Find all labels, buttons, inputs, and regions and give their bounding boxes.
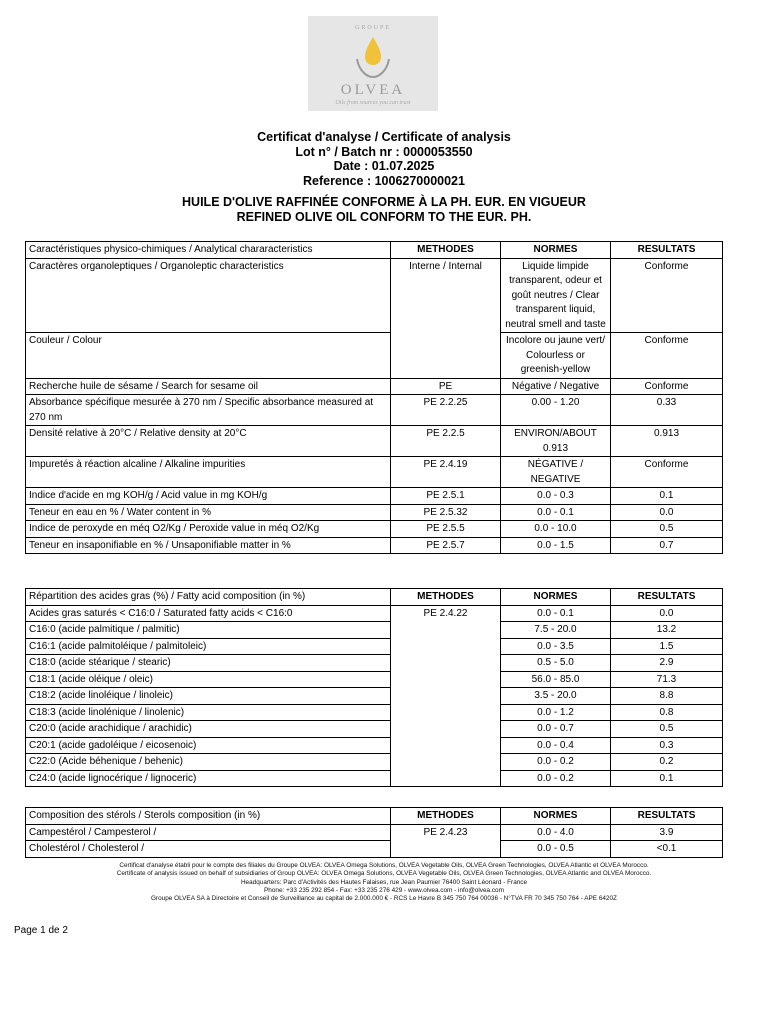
reference-number: Reference : 1006270000021 xyxy=(303,173,465,188)
characteristic-cell: Densité relative à 20°C / Relative density at 20°C xyxy=(26,426,391,457)
method-cell: PE 2.5.32 xyxy=(391,504,501,521)
result-cell: 0.8 xyxy=(611,704,723,721)
table-row xyxy=(26,704,723,721)
characteristic-cell: Caractères organoleptiques / Organoleptic characteristics xyxy=(26,258,391,333)
column-header: NORMES xyxy=(501,242,611,259)
norm-cell: Négative / Negative xyxy=(501,378,611,395)
logo-group-label: GROUPE xyxy=(354,25,391,31)
result-cell: 0.5 xyxy=(611,721,723,738)
result-cell: 0.3 xyxy=(611,737,723,754)
characteristic-cell: Impuretés à réaction alcaline / Alkaline impurities xyxy=(26,457,391,488)
column-header: RESULTATS xyxy=(611,242,723,259)
acid-name-cell: C20:0 (acide arachidique / arachidic) xyxy=(26,721,391,738)
norm-cell: Liquide limpide transparent, odeur et goût neutres / Clear transparent liquid, neutral smell and taste xyxy=(501,258,611,333)
table-row xyxy=(26,488,723,505)
result-cell: Conforme xyxy=(611,378,723,395)
table-row xyxy=(26,378,723,395)
characteristic-cell: Indice de peroxyde en méq O2/Kg / Peroxide value in méq O2/Kg xyxy=(26,521,391,538)
table-row xyxy=(26,770,723,787)
characteristic-cell: Indice d'acide en mg KOH/g / Acid value in mg KOH/g xyxy=(26,488,391,505)
table-row xyxy=(26,841,723,858)
norm-cell: 0.00 - 1.20 xyxy=(501,395,611,426)
method-cell: PE 2.5.5 xyxy=(391,521,501,538)
olvea-logo xyxy=(308,16,438,111)
product-name-en: REFINED OLIVE OIL CONFORM TO THE EUR. PH. xyxy=(236,209,532,224)
table-row xyxy=(26,395,723,426)
result-cell: 0.0 xyxy=(611,504,723,521)
footer-line: Certificate of analysis issued on behalf of subsidiaries of Group OLVEA: OLVEA Omega Solutions, OLVEA Vegetable Oils, OLVEA Green Technologies, OLVEA Atlantic and OLVEA Morocco. xyxy=(116,870,652,878)
result-cell: Conforme xyxy=(611,457,723,488)
result-cell: 0.1 xyxy=(611,488,723,505)
norm-cell: 56.0 - 85.0 xyxy=(501,671,611,688)
acid-name-cell: C18:3 (acide linolénique / linolenic) xyxy=(26,704,391,721)
batch-number: Lot n° / Batch nr : 0000053550 xyxy=(295,144,473,159)
result-cell: 0.33 xyxy=(611,395,723,426)
acid-name-cell: C18:0 (acide stéarique / stearic) xyxy=(26,655,391,672)
norm-cell: 0.0 - 4.0 xyxy=(501,824,611,841)
result-cell: 2.9 xyxy=(611,655,723,672)
norm-cell: NÉGATIVE / NEGATIVE xyxy=(501,457,611,488)
acid-name-cell: C24:0 (acide lignocérique / lignoceric) xyxy=(26,770,391,787)
method-cell: PE 2.5.7 xyxy=(391,537,501,554)
sterols-table xyxy=(25,807,723,858)
result-cell: 0.7 xyxy=(611,537,723,554)
product-name-fr: HUILE D'OLIVE RAFFINÉE CONFORME À LA PH. EUR. EN VIGUEUR xyxy=(182,195,586,209)
column-header: RESULTATS xyxy=(611,808,723,825)
method-cell: PE 2.4.22 xyxy=(391,605,501,787)
column-header: METHODES xyxy=(391,808,501,825)
footer-line: Certificat d'analyse établi pour le compte des filiales du Groupe OLVEA: OLVEA Omega Solutions, OLVEA Vegetable Oils, OLVEA Green Technologies, OLVEA Atlantic et OLVEA Morocco. xyxy=(119,862,649,869)
result-cell: Conforme xyxy=(611,333,723,379)
column-header: Caractéristiques physico-chimiques / Analytical chararacteristics xyxy=(26,242,391,259)
acid-name-cell: Acides gras saturés < C16:0 / Saturated fatty acids < C16:0 xyxy=(26,605,391,622)
physico-chemical-table xyxy=(25,241,723,554)
result-cell: 1.5 xyxy=(611,638,723,655)
norm-cell: 0.0 - 0.2 xyxy=(501,754,611,771)
result-cell: 0.5 xyxy=(611,521,723,538)
acid-name-cell: C22:0 (Acide béhenique / behenic) xyxy=(26,754,391,771)
table-row xyxy=(26,688,723,705)
table-row xyxy=(26,457,723,488)
norm-cell: 0.0 - 0.1 xyxy=(501,605,611,622)
table-row xyxy=(26,671,723,688)
logo-name: OLVEA xyxy=(340,82,406,98)
column-header: METHODES xyxy=(391,589,501,606)
table-header-row xyxy=(26,589,723,606)
characteristic-cell: Teneur en insaponifiable en % / Unsaponifiable matter in % xyxy=(26,537,391,554)
sterol-name-cell: Campestérol / Campesterol / xyxy=(26,824,391,841)
result-cell: 0.913 xyxy=(611,426,723,457)
norm-cell: 0.5 - 5.0 xyxy=(501,655,611,672)
acid-name-cell: C18:2 (acide linoléique / linoleic) xyxy=(26,688,391,705)
norm-cell: 0.0 - 0.5 xyxy=(501,841,611,858)
column-header: Répartition des acides gras (%) / Fatty acid composition (in %) xyxy=(26,589,391,606)
norm-cell: 0.0 - 10.0 xyxy=(501,521,611,538)
result-cell: <0.1 xyxy=(611,841,723,858)
table-row xyxy=(26,504,723,521)
column-header: NORMES xyxy=(501,808,611,825)
acid-name-cell: C20:1 (acide gadoléique / eicosenoic) xyxy=(26,737,391,754)
result-cell: 13.2 xyxy=(611,622,723,639)
result-cell: 8.8 xyxy=(611,688,723,705)
footer-line: Phone: +33 235 292 854 - Fax: +33 235 276 429 - www.olvea.com - info@olvea.com xyxy=(264,886,504,894)
norm-cell: 3.5 - 20.0 xyxy=(501,688,611,705)
result-cell: 71.3 xyxy=(611,671,723,688)
result-cell: 3.9 xyxy=(611,824,723,841)
table-row xyxy=(26,754,723,771)
norm-cell: 0.0 - 1.2 xyxy=(501,704,611,721)
certificate-header xyxy=(0,130,768,188)
method-cell: PE 2.4.19 xyxy=(391,457,501,488)
logo-tagline: Oils from sources you can trust xyxy=(335,100,411,106)
norm-cell: 0.0 - 3.5 xyxy=(501,638,611,655)
norm-cell: 0.0 - 0.3 xyxy=(501,488,611,505)
acid-name-cell: C16:0 (acide palmitique / palmitic) xyxy=(26,622,391,639)
table-row xyxy=(26,737,723,754)
characteristic-cell: Teneur en eau en % / Water content in % xyxy=(26,504,391,521)
footer-line: Headquarters: Parc d'Activités des Hautes Falaises, rue Jean Paumier 76400 Saint Léonard - France xyxy=(240,878,528,886)
characteristic-cell: Absorbance spécifique mesurée à 270 nm / Specific absorbance measured at 270 nm xyxy=(26,395,391,426)
characteristic-cell: Couleur / Colour xyxy=(26,333,391,379)
method-cell: PE 2.4.23 xyxy=(391,824,501,857)
table-row xyxy=(26,333,723,379)
result-cell: 0.0 xyxy=(611,605,723,622)
norm-cell: 0.0 - 1.5 xyxy=(501,537,611,554)
norm-cell: 7.5 - 20.0 xyxy=(501,622,611,639)
method-cell: Interne / Internal xyxy=(391,258,501,333)
table-row xyxy=(26,258,723,333)
footer-line: Groupe OLVEA SA à Directoire et Conseil de Surveillance au capital de 2.000.000 € - RCS Le Havre B 345 750 764 00036 - N°TVA FR 70 345 750 764 - APE 6420Z xyxy=(151,895,617,903)
result-cell: 0.1 xyxy=(611,770,723,787)
method-cell xyxy=(391,333,501,379)
certificate-title: Certificat d'analyse / Certificate of analysis xyxy=(257,130,511,144)
table-header-row xyxy=(26,242,723,259)
column-header: METHODES xyxy=(391,242,501,259)
acid-name-cell: C18:1 (acide oléique / oleic) xyxy=(26,671,391,688)
table-row xyxy=(26,521,723,538)
oil-drop-icon xyxy=(353,33,393,81)
norm-cell: ENVIRON/ABOUT 0.913 xyxy=(501,426,611,457)
product-title xyxy=(0,195,768,224)
norm-cell: Incolore ou jaune vert/ Colourless or greenish-yellow xyxy=(501,333,611,379)
acid-name-cell: C16:1 (acide palmitoléique / palmitoleic) xyxy=(26,638,391,655)
characteristic-cell: Recherche huile de sésame / Search for sesame oil xyxy=(26,378,391,395)
fatty-acid-table xyxy=(25,588,723,787)
column-header: NORMES xyxy=(501,589,611,606)
table-row xyxy=(26,721,723,738)
table-row xyxy=(26,537,723,554)
table-row xyxy=(26,655,723,672)
method-cell: PE xyxy=(391,378,501,395)
method-cell: PE 2.2.25 xyxy=(391,395,501,426)
table-row xyxy=(26,605,723,622)
page-number: Page 1 de 2 xyxy=(14,925,68,936)
table-header-row xyxy=(26,808,723,825)
table-row xyxy=(26,426,723,457)
table-row xyxy=(26,638,723,655)
result-cell: 0.2 xyxy=(611,754,723,771)
column-header: Composition des stérols / Sterols composition (in %) xyxy=(26,808,391,825)
certificate-date: Date : 01.07.2025 xyxy=(333,159,435,173)
norm-cell: 0.0 - 0.2 xyxy=(501,770,611,787)
norm-cell: 0.0 - 0.4 xyxy=(501,737,611,754)
table-row xyxy=(26,824,723,841)
result-cell: Conforme xyxy=(611,258,723,333)
legal-footer xyxy=(0,862,768,903)
norm-cell: 0.0 - 0.7 xyxy=(501,721,611,738)
sterol-name-cell: Cholestérol / Cholesterol / xyxy=(26,841,391,858)
norm-cell: 0.0 - 0.1 xyxy=(501,504,611,521)
table-row xyxy=(26,622,723,639)
column-header: RESULTATS xyxy=(611,589,723,606)
method-cell: PE 2.2.5 xyxy=(391,426,501,457)
method-cell: PE 2.5.1 xyxy=(391,488,501,505)
